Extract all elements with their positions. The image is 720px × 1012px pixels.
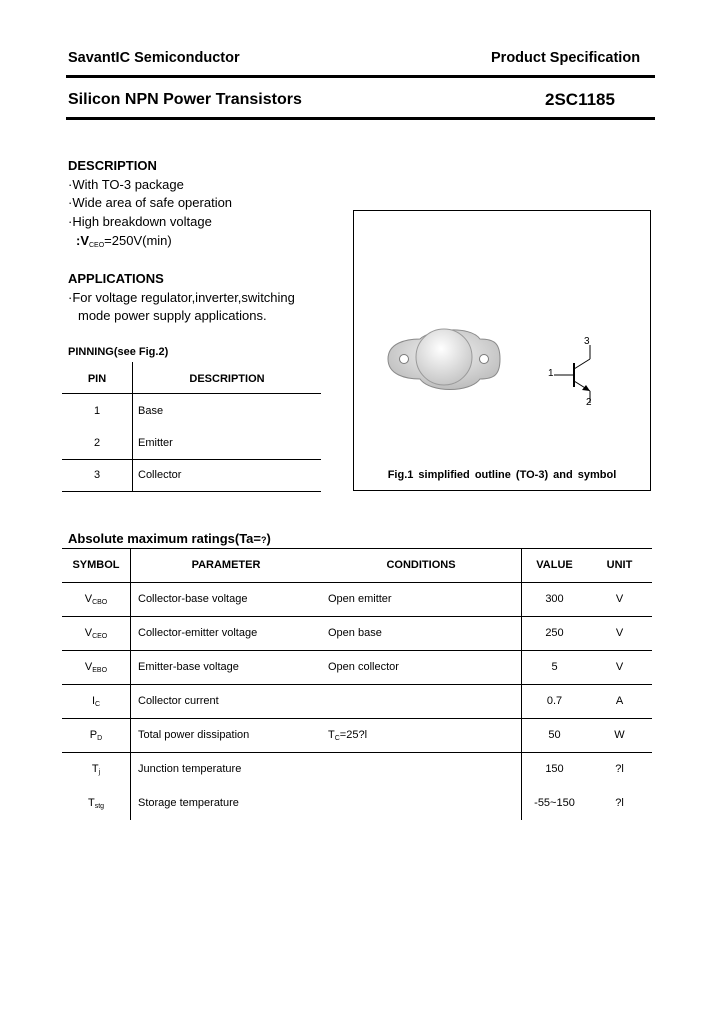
emitter-pin-label: 2 bbox=[586, 397, 592, 408]
product-title: Silicon NPN Power Transistors bbox=[68, 91, 302, 108]
ratings-heading: Absolute maximum ratings(Ta=?) bbox=[68, 531, 271, 546]
applications-line: ·For voltage regulator,inverter,switching bbox=[68, 290, 295, 305]
pinning-col-description: DESCRIPTION bbox=[189, 373, 265, 385]
pinning-pin-number: 1 bbox=[93, 405, 101, 417]
ratings-row-rule bbox=[62, 684, 652, 685]
figure-box bbox=[353, 210, 651, 491]
pinning-pin-description: Emitter bbox=[138, 437, 173, 449]
figure-caption: Fig.1 simplified outline (TO-3) and symbol bbox=[387, 469, 617, 481]
rating-symbol: $T_{stg}$ bbox=[87, 797, 105, 810]
rating-unit: A bbox=[615, 695, 624, 707]
rating-value: 250 bbox=[545, 627, 564, 639]
rating-parameter: Total power dissipation bbox=[138, 729, 250, 741]
pinning-pin-description: Collector bbox=[138, 469, 182, 481]
rating-unit: V bbox=[615, 593, 624, 605]
ratings-row-rule bbox=[62, 616, 652, 617]
description-item: ·Wide area of safe operation bbox=[68, 195, 233, 210]
pinning-col-pin: PIN bbox=[87, 373, 107, 385]
ratings-top-rule bbox=[62, 548, 652, 549]
rating-symbol: $P_D$ bbox=[89, 729, 103, 742]
vceo-rating: $:V_{CEO}=250V(\min)$ bbox=[76, 233, 172, 249]
rating-symbol: $V_{EBO}$ bbox=[84, 661, 108, 674]
rating-value: 50 bbox=[548, 729, 561, 741]
applications-line: mode power supply applications. bbox=[78, 308, 267, 323]
rating-condition: Open emitter bbox=[328, 593, 392, 605]
pinning-header-rule bbox=[62, 393, 321, 394]
base-pin-label: 1 bbox=[548, 368, 554, 379]
rating-value: 300 bbox=[545, 593, 564, 605]
pinning-row-rule bbox=[62, 459, 321, 460]
rating-parameter: Collector current bbox=[138, 695, 219, 707]
rating-parameter: Emitter-base voltage bbox=[138, 661, 239, 673]
rating-symbol: $T_j$ bbox=[91, 763, 101, 776]
rating-parameter: Storage temperature bbox=[138, 797, 239, 809]
rating-symbol: $V_{CBO}$ bbox=[84, 593, 108, 606]
pinning-bottom-rule bbox=[62, 491, 321, 492]
ratings-row-rule bbox=[62, 650, 652, 651]
rating-unit: V bbox=[615, 661, 624, 673]
pinning-heading: PINNING(see Fig.2) bbox=[68, 346, 169, 358]
header-rule bbox=[66, 75, 655, 78]
rating-condition: Open base bbox=[328, 627, 382, 639]
part-number: 2SC1185 bbox=[545, 90, 615, 109]
pinning-pin-number: 3 bbox=[93, 469, 101, 481]
description-item: ·With TO-3 package bbox=[68, 177, 184, 192]
pinning-pin-number: 2 bbox=[93, 437, 101, 449]
title-rule bbox=[66, 117, 655, 120]
rating-condition: $T_C=25?l$ bbox=[328, 729, 368, 742]
rating-unit: V bbox=[615, 627, 624, 639]
ratings-col-conditions: CONDITIONS bbox=[386, 559, 456, 571]
rating-value: 150 bbox=[545, 763, 564, 775]
rating-unit: W bbox=[614, 729, 625, 741]
ratings-row-rule bbox=[62, 718, 652, 719]
ratings-col-value: VALUE bbox=[536, 559, 573, 571]
document-type: Product Specification bbox=[491, 50, 641, 66]
ratings-col-unit: UNIT bbox=[606, 559, 633, 571]
rating-value: -55~150 bbox=[534, 797, 575, 809]
rating-unit: ?l bbox=[615, 763, 624, 775]
rating-condition: Open collector bbox=[328, 661, 399, 673]
rating-parameter: Junction temperature bbox=[138, 763, 242, 775]
company-name: SavantIC Semiconductor bbox=[68, 50, 240, 66]
ratings-col-symbol: SYMBOL bbox=[72, 559, 120, 571]
ratings-header-rule bbox=[62, 582, 652, 583]
rating-parameter: Collector-emitter voltage bbox=[138, 627, 258, 639]
pinning-pin-description: Base bbox=[138, 405, 164, 417]
npn-transistor-symbol bbox=[354, 211, 650, 490]
collector-pin-label: 3 bbox=[584, 336, 590, 347]
ratings-row-rule bbox=[62, 752, 652, 753]
rating-symbol: $V_{CEO}$ bbox=[84, 627, 108, 640]
rating-value: 0.7 bbox=[546, 695, 563, 707]
rating-value: 5 bbox=[551, 661, 558, 673]
ratings-col-parameter: PARAMETER bbox=[191, 559, 261, 571]
description-item: ·High breakdown voltage bbox=[68, 214, 212, 229]
rating-parameter: Collector-base voltage bbox=[138, 593, 248, 605]
applications-heading: APPLICATIONS bbox=[68, 271, 164, 286]
rating-unit: ?l bbox=[615, 797, 624, 809]
description-heading: DESCRIPTION bbox=[68, 158, 157, 173]
rating-symbol: $I_C$ bbox=[91, 695, 101, 708]
